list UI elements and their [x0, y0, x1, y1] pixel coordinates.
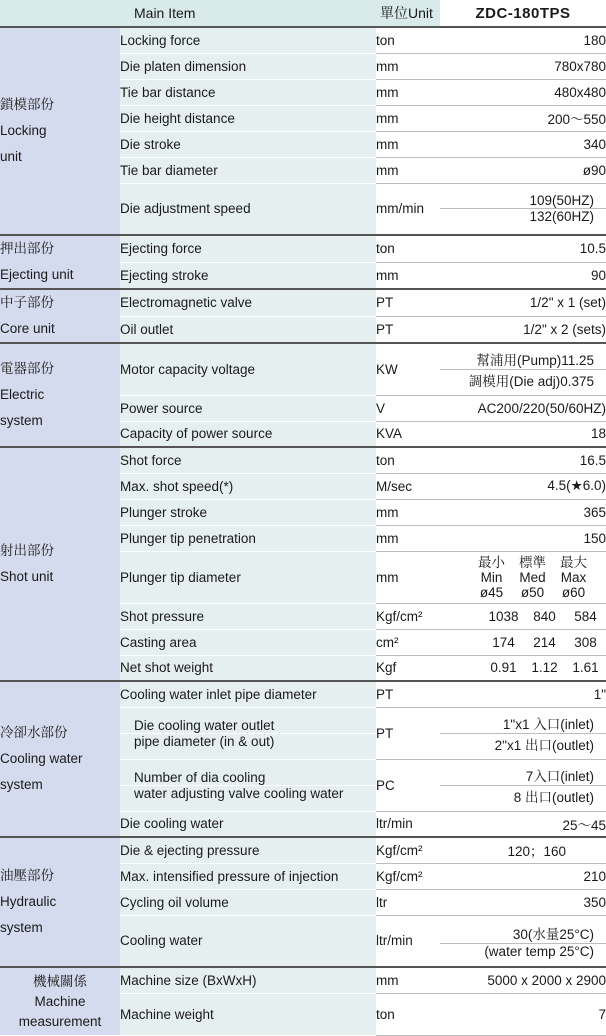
value-cell [440, 759, 606, 811]
unit-cell: KVA [376, 421, 440, 447]
value-max: 308 [574, 634, 597, 650]
unit-cell: mm [376, 262, 440, 289]
category-core: 中子部份 Core unit [0, 289, 120, 343]
value-cell: 18 [440, 421, 606, 447]
value-line: 132(60HZ) [440, 208, 606, 224]
value-cell: 25～45 [440, 811, 606, 837]
item-label: Shot pressure [120, 603, 376, 629]
value-cell: 16.5 [440, 447, 606, 473]
value-cell: 10.5 [440, 235, 606, 262]
tri-values [440, 660, 606, 675]
col-max-en: Max [560, 569, 587, 585]
unit-cell: ton [376, 235, 440, 262]
item-label: Die & ejecting pressure [120, 837, 376, 863]
value-cell [440, 629, 606, 655]
value-max: 1.61 [572, 660, 599, 676]
unit-cell: mm [376, 499, 440, 525]
unit-cell: mm [376, 105, 440, 131]
item-line: pipe diameter (in & out) [120, 733, 376, 749]
header-main-item: Main Item [120, 0, 376, 27]
item-label: Max. shot speed(*) [120, 473, 376, 499]
unit-cell: PT [376, 681, 440, 707]
diameter-max: ø60 [561, 584, 586, 600]
unit-cell: KW [376, 343, 440, 395]
item-label: Machine weight [120, 993, 376, 1035]
value-cell: 1/2" x 2 (sets) [440, 316, 606, 343]
unit-cell: M/sec [376, 473, 440, 499]
unit-cell: Kgf/cm² [376, 603, 440, 629]
unit-cell: Kgf/cm² [376, 837, 440, 863]
header-row [0, 0, 606, 27]
value-cell: 180 [440, 27, 606, 53]
value-min: 0.91 [490, 660, 517, 676]
unit-cell: cm² [376, 629, 440, 655]
value-line: (water temp 25°C) [440, 943, 606, 959]
value-line: 2"x1 出口(outlet) [440, 733, 606, 754]
value-line: 調模用(Die adj)0.375 [440, 369, 606, 390]
item-label: Tie bar diameter [120, 157, 376, 183]
value-cell: 200～550 [440, 105, 606, 131]
value-cell: 1" [440, 681, 606, 707]
item-label: Cooling water [120, 915, 376, 967]
dual-value [440, 713, 606, 754]
value-cell: ø90 [440, 157, 606, 183]
value-med: 214 [533, 634, 556, 650]
header-model: ZDC-180TPS [440, 0, 606, 27]
unit-cell: PT [376, 707, 440, 759]
dual-value [440, 349, 606, 390]
value-line: 30(水量25°C) [512, 926, 594, 942]
value-cell: 7 [440, 993, 606, 1035]
value-cell [440, 915, 606, 967]
item-label: Capacity of power source [120, 421, 376, 447]
category-machine: 機械關係 Machine measurement [0, 967, 120, 1035]
item-label: Casting area [120, 629, 376, 655]
item-label: Ejecting stroke [120, 262, 376, 289]
value-line: 7入口(inlet) [525, 768, 594, 784]
item-label: Cooling water inlet pipe diameter [120, 681, 376, 707]
value-med: 840 [533, 608, 556, 624]
value-cell [440, 183, 606, 235]
col-min-zh: 最小 [478, 554, 505, 570]
unit-cell: mm [376, 79, 440, 105]
value-cell [440, 551, 606, 603]
unit-cell: PC [376, 759, 440, 811]
item-label: Tie bar distance [120, 79, 376, 105]
value-cell: AC200/220(50/60HZ) [440, 395, 606, 421]
value-min: 174 [492, 634, 515, 650]
unit-cell: mm [376, 525, 440, 551]
value-cell: 210 [440, 863, 606, 889]
value-cell: 365 [440, 499, 606, 525]
unit-cell: PT [376, 289, 440, 316]
value-cell: 5000 x 2000 x 2900 [440, 967, 606, 993]
category-shot: 射出部份 Shot unit [0, 447, 120, 681]
category-cooling: 冷卻水部份 Cooling water system [0, 681, 120, 837]
dual-value [440, 923, 606, 959]
category-hydraulic: 油壓部份 Hydraulic system [0, 837, 120, 967]
table-row [0, 343, 606, 395]
value-cell: 90 [440, 262, 606, 289]
value-min: 1038 [488, 608, 519, 624]
item-label: Net shot weight [120, 655, 376, 681]
table-row [0, 967, 606, 993]
item-label [120, 707, 376, 759]
item-label: Oil outlet [120, 316, 376, 343]
value-cell: 120；160 [440, 837, 606, 863]
category-locking: 鎖模部份 Locking unit [0, 27, 120, 235]
value-line: 幫浦用(Pump)11.25 [476, 352, 594, 368]
unit-cell: ton [376, 447, 440, 473]
diameter-en-row [440, 570, 606, 585]
col-min-en: Min [480, 569, 503, 585]
value-cell: 480x480 [440, 79, 606, 105]
item-line: Die cooling water outlet [134, 717, 275, 733]
value-line: 1"x1 入口(inlet) [502, 716, 594, 732]
item-label: Max. intensified pressure of injection [120, 863, 376, 889]
diameter-val-row [440, 585, 606, 600]
table-row [0, 27, 606, 53]
item-label: Machine size (BxWxH) [120, 967, 376, 993]
tri-values [440, 609, 606, 624]
unit-cell: ton [376, 993, 440, 1035]
col-med-en: Med [519, 569, 546, 585]
item-label-lines [120, 770, 376, 801]
diameter-zh-row [440, 555, 606, 570]
unit-cell: V [376, 395, 440, 421]
item-line: water adjusting valve cooling water [120, 785, 376, 801]
item-label: Power source [120, 395, 376, 421]
unit-cell: mm [376, 551, 440, 603]
item-label: Locking force [120, 27, 376, 53]
diameter-min: ø45 [479, 584, 504, 600]
table-row [0, 837, 606, 863]
item-label: Plunger tip penetration [120, 525, 376, 551]
tri-values [440, 635, 606, 650]
unit-cell: PT [376, 316, 440, 343]
col-max-zh: 最大 [560, 554, 587, 570]
item-label: Die platen dimension [120, 53, 376, 79]
item-label [120, 759, 376, 811]
value-cell [440, 343, 606, 395]
item-line: Number of dia cooling [134, 769, 266, 785]
item-label-lines [120, 718, 376, 749]
item-label: Electromagnetic valve [120, 289, 376, 316]
unit-cell: ltr [376, 889, 440, 915]
value-line: 8 出口(outlet) [440, 785, 606, 806]
value-max: 584 [574, 608, 597, 624]
dual-value [440, 765, 606, 806]
dual-value [440, 193, 606, 224]
value-cell: 1/2" x 1 (set) [440, 289, 606, 316]
header-unit: 單位Unit [376, 0, 440, 27]
unit-cell: Kgf/cm² [376, 863, 440, 889]
value-line: 109(50HZ) [529, 193, 594, 209]
col-med-zh: 標準 [519, 554, 546, 570]
value-cell: 350 [440, 889, 606, 915]
item-label: Die cooling water [120, 811, 376, 837]
value-cell: 780x780 [440, 53, 606, 79]
header-blank [0, 0, 120, 27]
unit-cell: Kgf [376, 655, 440, 681]
value-cell: 150 [440, 525, 606, 551]
value-cell: 340 [440, 131, 606, 157]
table-row [0, 681, 606, 707]
item-label: Plunger tip diameter [120, 551, 376, 603]
value-cell [440, 707, 606, 759]
table-row [0, 447, 606, 473]
value-med: 1.12 [531, 660, 558, 676]
item-label: Die adjustment speed [120, 183, 376, 235]
category-electric: 電器部份 Electric system [0, 343, 120, 447]
value-cell [440, 655, 606, 681]
table-row [0, 235, 606, 262]
item-label: Ejecting force [120, 235, 376, 262]
table-row [0, 289, 606, 316]
item-label: Shot force [120, 447, 376, 473]
item-label: Die stroke [120, 131, 376, 157]
unit-cell: mm/min [376, 183, 440, 235]
item-label: Die height distance [120, 105, 376, 131]
item-label: Plunger stroke [120, 499, 376, 525]
category-ejecting: 押出部份 Ejecting unit [0, 235, 120, 289]
item-label: Motor capacity voltage [120, 343, 376, 395]
unit-cell: mm [376, 967, 440, 993]
unit-cell: ton [376, 27, 440, 53]
item-label: Cycling oil volume [120, 889, 376, 915]
value-cell: 4.5(★6.0) [440, 473, 606, 499]
unit-cell: mm [376, 53, 440, 79]
unit-cell: ltr/min [376, 811, 440, 837]
value-cell [440, 603, 606, 629]
unit-cell: mm [376, 157, 440, 183]
diameter-med: ø50 [520, 584, 545, 600]
unit-cell: ltr/min [376, 915, 440, 967]
unit-cell: mm [376, 131, 440, 157]
